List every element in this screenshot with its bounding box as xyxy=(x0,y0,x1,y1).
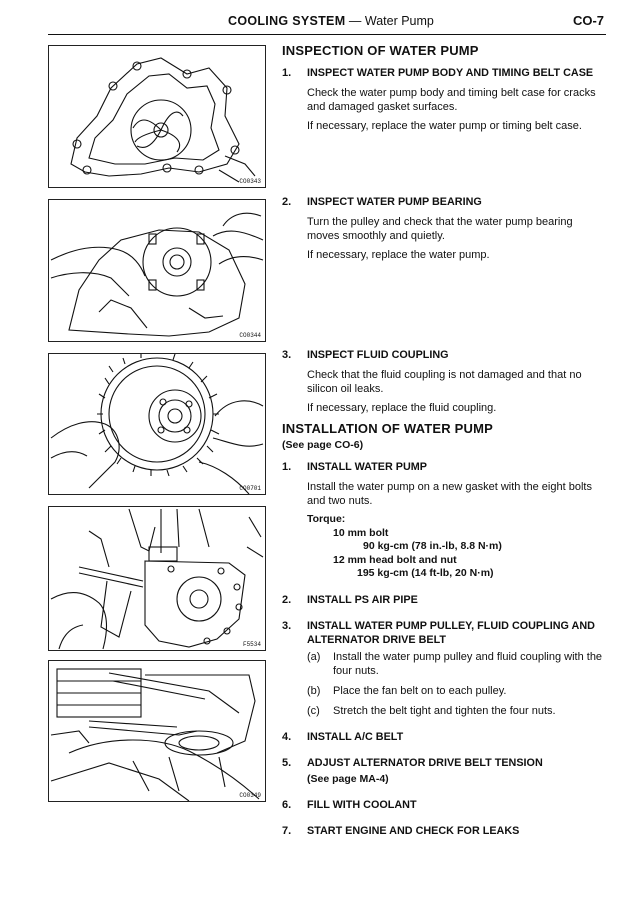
step-number: 1. xyxy=(282,67,292,79)
installation-step xyxy=(282,756,608,770)
water-pump-body-icon xyxy=(49,46,265,187)
inspection-step-3 xyxy=(282,348,608,420)
step-heading: INSTALL PS AIR PIPE xyxy=(307,593,418,606)
torque-item: 12 mm head bolt and nut xyxy=(333,553,457,566)
inspection-step-2 xyxy=(282,195,608,267)
figure-code: CO0349 xyxy=(239,792,261,799)
page-number: CO-7 xyxy=(572,13,604,28)
inspection-title: INSPECTION OF WATER PUMP xyxy=(282,43,479,58)
figure-code: F5534 xyxy=(242,641,261,648)
substep xyxy=(282,684,608,698)
substep-text: Stretch the belt tight and tighten the four nuts. xyxy=(333,704,556,717)
substep xyxy=(282,650,608,678)
substep xyxy=(282,704,608,718)
step-number: 3. xyxy=(282,619,292,632)
step-number: 2. xyxy=(282,593,292,606)
inspection-step xyxy=(282,66,608,80)
torque-spec xyxy=(282,513,608,581)
step-heading: FILL WITH COOLANT xyxy=(307,798,417,811)
step-paragraph: Check the water pump body and timing belt case for cracks and damaged gasket surfaces. xyxy=(307,87,596,113)
step-number: 3. xyxy=(282,349,292,361)
installation-section xyxy=(282,422,608,844)
installation-step xyxy=(282,798,608,812)
inspection-step xyxy=(282,195,608,209)
header-title xyxy=(228,14,434,28)
fluid-coupling-icon xyxy=(49,354,265,494)
installation-step xyxy=(282,730,608,744)
inspection-section xyxy=(282,44,608,138)
torque-value: 90 kg-cm (78 in.-lb, 8.8 N·m) xyxy=(363,540,502,552)
step-heading: INSTALL WATER PUMP xyxy=(307,461,427,473)
substep-letter: (c) xyxy=(307,704,320,717)
step-paragraph: Turn the pulley and check that the water pump bearing moves smoothly and quietly. xyxy=(307,216,573,242)
substep-text: Install the water pump pulley and fluid coupling with the four nuts. xyxy=(333,650,603,677)
installation-step xyxy=(282,460,608,474)
step-heading: ADJUST ALTERNATOR DRIVE BELT TENSION xyxy=(307,756,543,769)
installing-water-pump-icon xyxy=(49,507,265,650)
step-paragraph: If necessary, replace the water pump or timing belt case. xyxy=(307,120,582,132)
step-number: 2. xyxy=(282,196,292,208)
step-number: 7. xyxy=(282,824,292,837)
substep-letter: (a) xyxy=(307,650,321,663)
step-number: 1. xyxy=(282,461,292,473)
step-paragraph: If necessary, replace the fluid coupling. xyxy=(307,402,497,414)
inspection-step xyxy=(282,348,608,362)
step-heading: INSTALL A/C BELT xyxy=(307,730,404,743)
installation-title: INSTALLATION OF WATER PUMP xyxy=(282,421,494,436)
subsection-name: Water Pump xyxy=(364,14,434,28)
substep-text: Place the fan belt on to each pulley. xyxy=(333,684,507,697)
step-heading: INSTALL WATER PUMP PULLEY, FLUID COUPLING AND ALTERNATOR DRIVE BELT xyxy=(307,619,595,646)
step-number: 5. xyxy=(282,756,292,769)
step-number: 4. xyxy=(282,730,292,743)
figure-code: CO0344 xyxy=(239,332,261,339)
figure-code: CO0343 xyxy=(239,178,261,185)
page-header xyxy=(48,12,606,35)
installation-step xyxy=(282,619,608,647)
substep-letter: (b) xyxy=(307,684,321,697)
figure-water-pump-body xyxy=(48,45,266,188)
figure-fluid-coupling xyxy=(48,353,266,495)
torque-item: 10 mm bolt xyxy=(333,526,389,539)
installation-step xyxy=(282,824,608,838)
figure-code: CO0701 xyxy=(239,485,261,492)
step-paragraph: If necessary, replace the water pump. xyxy=(307,249,490,261)
figure-water-pump-bearing xyxy=(48,199,266,342)
step-heading: START ENGINE AND CHECK FOR LEAKS xyxy=(307,824,520,837)
header-dash: — xyxy=(348,14,362,28)
step-heading: INSPECT WATER PUMP BODY AND TIMING BELT CASE xyxy=(307,67,594,79)
torque-value: 195 kg-cm (14 ft-lb, 20 N·m) xyxy=(357,567,494,579)
water-pump-bearing-icon xyxy=(49,200,265,341)
step-paragraph: Install the water pump on a new gasket with the eight bolts and two nuts. xyxy=(307,481,592,507)
section-name: COOLING SYSTEM xyxy=(228,14,346,28)
step-heading: INSPECT WATER PUMP BEARING xyxy=(307,196,482,208)
step-paragraph: Check that the fluid coupling is not damaged and that no silicon oil leaks. xyxy=(307,369,582,395)
step-heading: INSPECT FLUID COUPLING xyxy=(307,349,449,361)
installation-step xyxy=(282,593,608,607)
figure-alternator-drive-belt xyxy=(48,660,266,802)
alternator-drive-belt-icon xyxy=(49,661,265,801)
torque-label: Torque: xyxy=(307,513,346,525)
installation-reference: (See page CO-6) xyxy=(282,439,364,451)
figure-installing-water-pump xyxy=(48,506,266,651)
step-number: 6. xyxy=(282,798,292,811)
step-reference: (See page MA-4) xyxy=(307,772,389,785)
